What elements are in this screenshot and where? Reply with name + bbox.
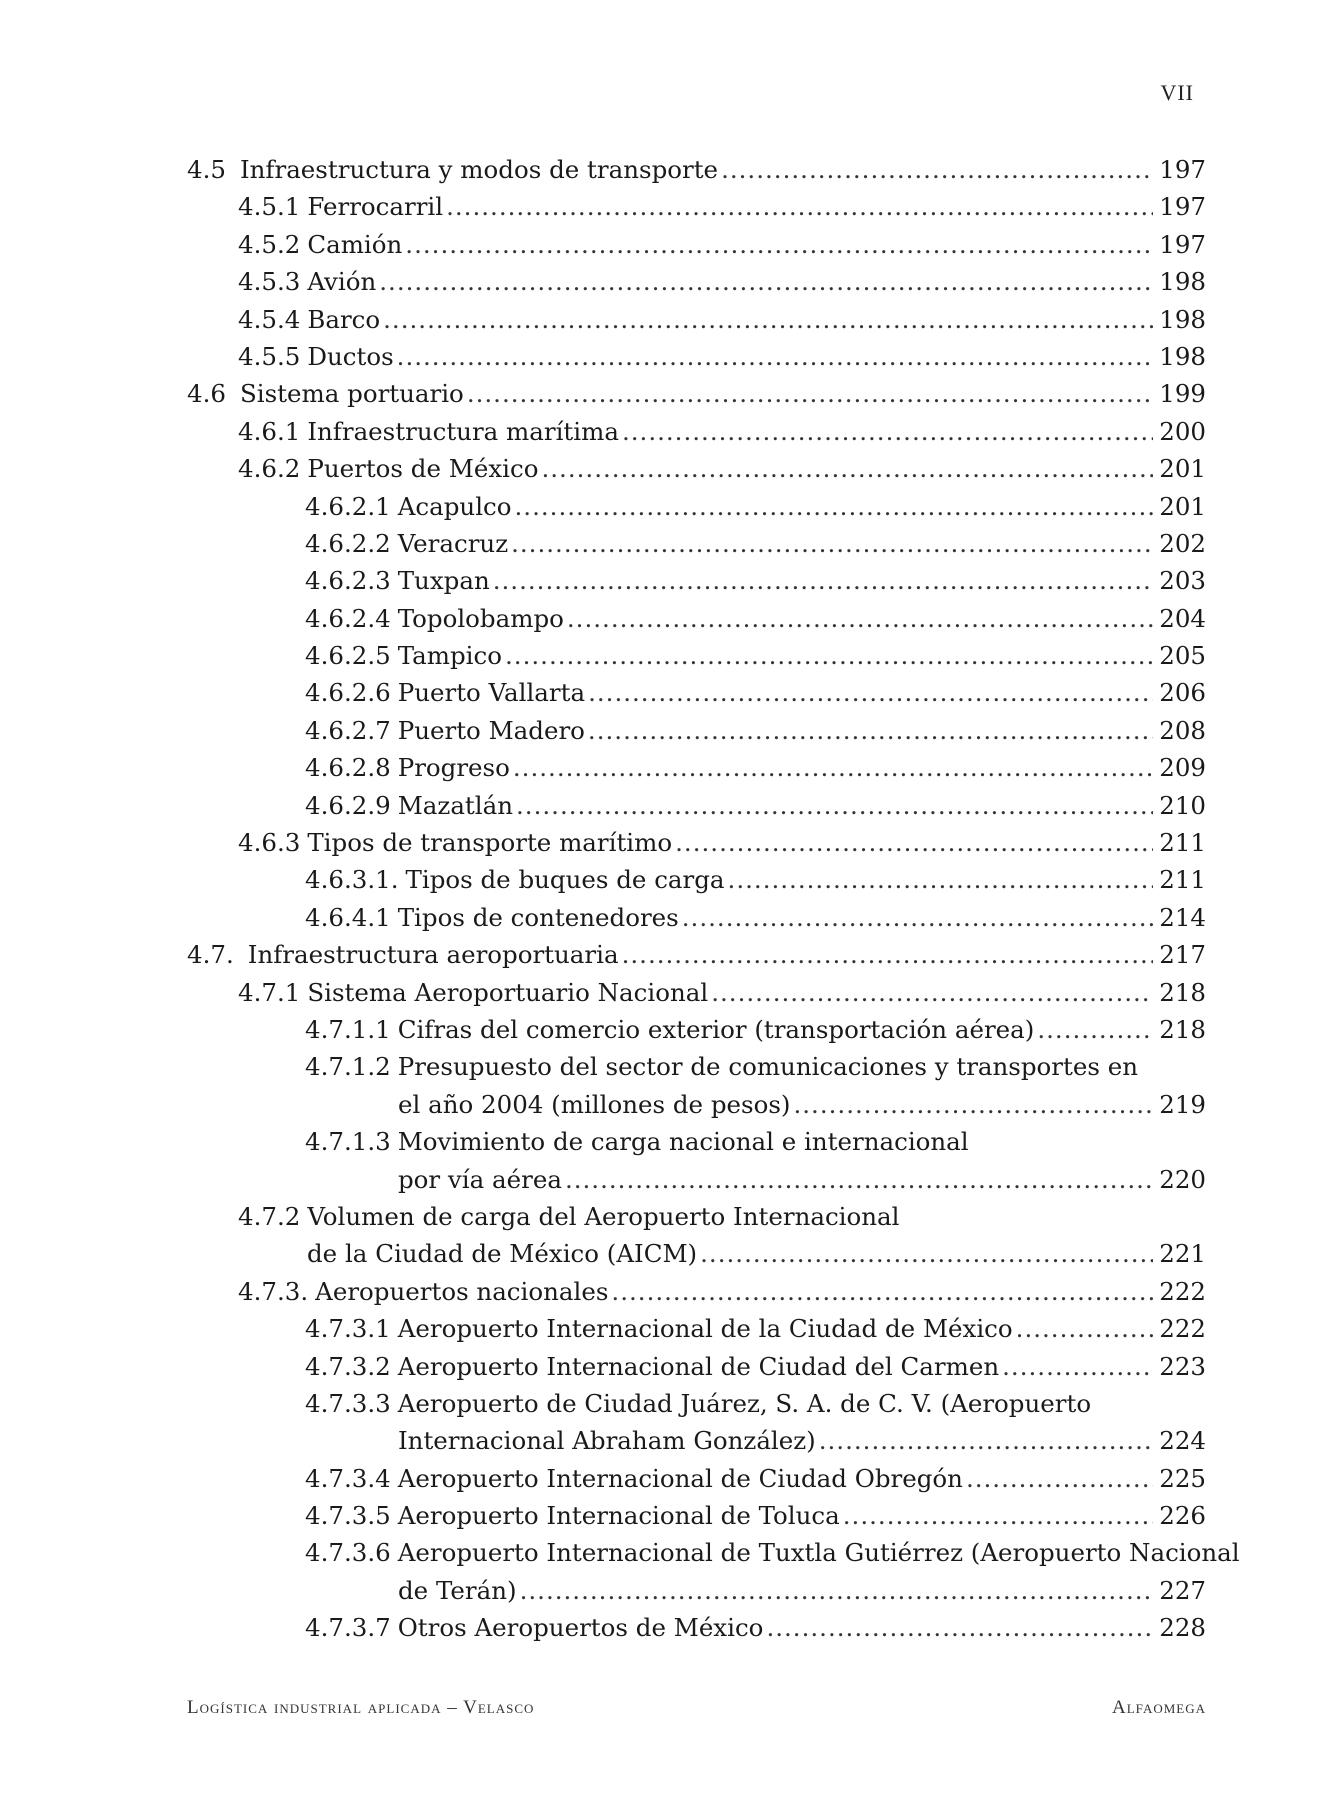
- toc-entry-number: 4.6.3: [238, 828, 301, 858]
- toc-entry-number: 4.5: [187, 155, 226, 184]
- toc-entry-page: 198: [1159, 341, 1206, 371]
- toc-entry-title: Veracruz: [397, 528, 509, 558]
- toc-entry-title: Mazatlán: [397, 790, 513, 820]
- toc-entry-number: 4.6.2.6: [305, 678, 391, 708]
- toc-entry-title-continued: de la Ciudad de México (AICM): [307, 1239, 698, 1269]
- toc-entry-page: 222: [1159, 1314, 1206, 1344]
- toc-entry-page: 224: [1159, 1426, 1206, 1456]
- dot-leader: [588, 712, 1153, 749]
- toc-entry: [187, 151, 1206, 188]
- toc-entry-title: Aeropuertos nacionales: [315, 1276, 609, 1306]
- toc-entry-page: 225: [1159, 1463, 1206, 1493]
- toc-entry-number: 4.5.2: [238, 229, 301, 259]
- toc-entry-title: Otros Aeropuertos de México: [397, 1613, 764, 1643]
- toc-entry-number: 4.6.2.9: [305, 790, 391, 820]
- toc-entry-title: Tipos de contenedores: [397, 902, 679, 932]
- toc-entry-page: 217: [1159, 940, 1206, 970]
- toc-entry: [187, 1460, 1206, 1497]
- dot-leader: [766, 1609, 1153, 1646]
- toc-entry-page: 220: [1159, 1164, 1206, 1194]
- toc-entry: [187, 1198, 1206, 1235]
- toc-entry: [187, 375, 1206, 412]
- toc-entry-title: Infraestructura marítima: [307, 416, 619, 446]
- toc-entry-number: 4.7.3.4: [305, 1463, 391, 1493]
- toc-entry-continuation: [187, 1422, 1206, 1459]
- toc-entry-number: 4.7.3.: [238, 1276, 309, 1306]
- toc-entry-number: 4.6.3.1.: [305, 865, 399, 895]
- toc-entry-number: 4.5.5: [238, 341, 301, 371]
- toc-entry: [187, 1011, 1206, 1048]
- dot-leader: [405, 226, 1153, 263]
- dot-leader: [446, 188, 1153, 225]
- toc-entry-title: Cifras del comercio exterior (transportación aérea): [397, 1014, 1035, 1044]
- dot-leader: [505, 637, 1153, 674]
- toc-entry-title: Progreso: [397, 753, 510, 783]
- toc-entry-number: 4.7.3.6: [305, 1538, 391, 1568]
- toc-entry-title: Acapulco: [397, 491, 512, 521]
- toc-entry-number: 4.6.2.3: [305, 566, 391, 596]
- toc-entry-number: 4.7.3.5: [305, 1501, 391, 1531]
- toc-entry: [187, 1273, 1206, 1310]
- toc-entry-title-continued: por vía aérea: [398, 1164, 562, 1194]
- toc-entry: [187, 936, 1206, 973]
- toc-entry-title: Aeropuerto Internacional de la Ciudad de México: [397, 1314, 1013, 1344]
- toc-entry-page: 199: [1159, 379, 1206, 409]
- toc-entry-page: 197: [1159, 192, 1206, 222]
- toc-entry-page: 202: [1159, 528, 1206, 558]
- toc-entry-page: 201: [1159, 454, 1206, 484]
- toc-entry-number: 4.7.1: [238, 977, 301, 1007]
- toc-entry-page: 204: [1159, 603, 1206, 633]
- toc-entry-number: 4.7.3.1: [305, 1314, 391, 1344]
- toc-entry-number: 4.6.2.5: [305, 641, 391, 671]
- toc-entry-number: 4.6.2: [238, 454, 301, 484]
- toc-entry-page: 218: [1159, 977, 1206, 1007]
- toc-entry: [187, 1534, 1240, 1571]
- toc-entry: [187, 861, 1206, 898]
- toc-entry: [187, 674, 1206, 711]
- toc-entry-title: Aeropuerto Internacional de Toluca: [397, 1501, 840, 1531]
- toc-entry: [187, 263, 1206, 300]
- toc-entry-continuation: [187, 1161, 1206, 1198]
- toc-entry-page: 221: [1159, 1239, 1206, 1269]
- dot-leader: [1002, 1348, 1153, 1385]
- footer-publisher: Alfaomega: [1112, 1697, 1206, 1718]
- toc-entry-title: Tipos de buques de carga: [405, 865, 725, 895]
- toc-entry-page: 200: [1159, 416, 1206, 446]
- dot-leader: [513, 749, 1153, 786]
- toc-entry-page: 211: [1159, 828, 1206, 858]
- dot-leader: [1037, 1011, 1153, 1048]
- toc-entry: [187, 899, 1206, 936]
- toc-entry-number: 4.7.1.2: [305, 1052, 391, 1082]
- toc-entry-number: 4.5.4: [238, 304, 301, 334]
- toc-entry: [187, 338, 1206, 375]
- dot-leader: [467, 375, 1153, 412]
- toc-entry-page: 209: [1159, 753, 1206, 783]
- toc-entry-number: 4.5.1: [238, 192, 301, 222]
- dot-leader: [622, 413, 1153, 450]
- toc-entry-continuation: [187, 1572, 1206, 1609]
- toc-entry: [187, 562, 1206, 599]
- toc-entry-title: Camión: [307, 229, 403, 259]
- toc-entry-page: 197: [1159, 229, 1206, 259]
- toc-entry-page: 218: [1159, 1014, 1206, 1044]
- toc-entry-number: 4.7.3.7: [305, 1613, 391, 1643]
- dot-leader: [728, 861, 1154, 898]
- toc-entry: [187, 488, 1206, 525]
- toc-entry-continuation: [187, 1086, 1206, 1123]
- toc-entry-number: 4.7.3.2: [305, 1351, 391, 1381]
- dot-leader: [379, 263, 1153, 300]
- dot-leader: [397, 338, 1154, 375]
- toc-entry: [187, 1385, 1206, 1422]
- toc-entry-number: 4.7.1.3: [305, 1127, 391, 1157]
- toc-entry-title-continued: de Terán): [398, 1575, 517, 1605]
- dot-leader: [565, 1161, 1153, 1198]
- dot-leader: [611, 1273, 1153, 1310]
- toc-entry-page: 214: [1159, 902, 1206, 932]
- page-footer: [187, 1697, 1206, 1719]
- toc-entry: [187, 1348, 1206, 1385]
- toc-entry: [187, 974, 1206, 1011]
- toc-entry-title: Movimiento de carga nacional e internacional: [397, 1127, 969, 1157]
- dot-leader: [588, 674, 1153, 711]
- toc-entry: [187, 1609, 1206, 1646]
- toc-entry: [187, 1048, 1206, 1085]
- toc-entry-page: 206: [1159, 678, 1206, 708]
- toc-entry-title: Ductos: [307, 341, 394, 371]
- toc-entry: [187, 749, 1206, 786]
- toc-entry: [187, 1310, 1206, 1347]
- toc-entry-title: Puertos de México: [307, 454, 539, 484]
- toc-entry: [187, 600, 1206, 637]
- toc-entry-title: Ferrocarril: [307, 192, 444, 222]
- toc-entry-page: 198: [1159, 267, 1206, 297]
- dot-leader: [721, 151, 1153, 188]
- toc-entry-number: 4.7.2: [238, 1201, 301, 1231]
- toc-entry-page: 205: [1159, 641, 1206, 671]
- dot-leader: [622, 936, 1154, 973]
- toc-entry-title: Tampico: [397, 641, 502, 671]
- toc-entry: [187, 1497, 1206, 1534]
- dot-leader: [520, 1572, 1154, 1609]
- toc-entry-title: Avión: [307, 267, 377, 297]
- toc-entry-title: Barco: [307, 304, 381, 334]
- toc-entry-number: 4.6.2.7: [305, 715, 391, 745]
- toc-entry-title: Puerto Madero: [397, 715, 585, 745]
- dot-leader: [675, 824, 1153, 861]
- toc-entry-number: 4.5.3: [238, 267, 301, 297]
- toc-entry-page: 228: [1159, 1613, 1206, 1643]
- toc-entry-title: Aeropuerto de Ciudad Juárez, S. A. de C. V. (Aeropuerto: [397, 1388, 1092, 1418]
- toc-entry-number: 4.6.4.1: [305, 902, 391, 932]
- toc-entry-number: 4.7.3.3: [305, 1388, 391, 1418]
- toc-entry-title: Sistema portuario: [239, 379, 464, 409]
- dot-leader: [511, 525, 1153, 562]
- dot-leader: [1016, 1310, 1154, 1347]
- toc-entry: [187, 188, 1206, 225]
- table-of-contents: [187, 151, 1240, 1647]
- dot-leader: [541, 450, 1153, 487]
- dot-leader: [493, 562, 1154, 599]
- toc-entry: [187, 525, 1206, 562]
- toc-entry-number: 4.7.1.1: [305, 1014, 391, 1044]
- toc-entry-title: Puerto Vallarta: [397, 678, 586, 708]
- page-number: VII: [1160, 80, 1194, 105]
- toc-entry-title: Topolobampo: [397, 603, 564, 633]
- dot-leader: [515, 488, 1154, 525]
- toc-entry: [187, 824, 1206, 861]
- toc-entry-number: 4.6: [187, 379, 226, 409]
- toc-entry-page: 222: [1159, 1276, 1206, 1306]
- toc-entry-page: 198: [1159, 304, 1206, 334]
- toc-entry-continuation: [187, 1235, 1206, 1272]
- toc-entry-title: Tuxpan: [397, 566, 490, 596]
- toc-entry-page: 210: [1159, 790, 1206, 820]
- toc-entry-title: Presupuesto del sector de comunicaciones y transportes en: [397, 1052, 1138, 1082]
- toc-entry-page: 201: [1159, 491, 1206, 521]
- toc-entry: [187, 413, 1206, 450]
- toc-entry-page: 219: [1159, 1089, 1206, 1119]
- toc-entry-title: Infraestructura aeroportuaria: [247, 940, 619, 970]
- toc-entry-number: 4.7.: [187, 940, 234, 970]
- toc-entry-number: 4.6.2.1: [305, 491, 391, 521]
- toc-entry-title: Aeropuerto Internacional de Ciudad Obregón: [397, 1463, 963, 1493]
- toc-entry-page: 197: [1159, 155, 1206, 184]
- toc-entry: [187, 226, 1206, 263]
- toc-entry-title-continued: el año 2004 (millones de pesos): [398, 1089, 791, 1119]
- toc-entry: [187, 1123, 1206, 1160]
- toc-entry: [187, 450, 1206, 487]
- dot-leader: [843, 1497, 1153, 1534]
- toc-entry-page: 226: [1159, 1501, 1206, 1531]
- toc-entry-page: 203: [1159, 566, 1206, 596]
- dot-leader: [966, 1460, 1153, 1497]
- toc-entry-page: 211: [1159, 865, 1206, 895]
- dot-leader: [711, 974, 1153, 1011]
- toc-entry-title: Volumen de carga del Aeropuerto Internacional: [307, 1201, 900, 1231]
- toc-entry-page: 208: [1159, 715, 1206, 745]
- toc-entry-number: 4.6.2.2: [305, 528, 391, 558]
- toc-entry-title-continued: Internacional Abraham González): [398, 1426, 816, 1456]
- toc-entry-number: 4.6.2.8: [305, 753, 391, 783]
- toc-entry-title: Tipos de transporte marítimo: [307, 828, 673, 858]
- footer-book-title: Logística industrial aplicada – Velasco: [187, 1697, 535, 1718]
- toc-entry-number: 4.6.2.4: [305, 603, 391, 633]
- toc-entry: [187, 301, 1206, 338]
- toc-entry: [187, 787, 1206, 824]
- dot-leader: [793, 1086, 1153, 1123]
- dot-leader: [700, 1235, 1153, 1272]
- dot-leader: [682, 899, 1153, 936]
- toc-entry-title: Aeropuerto Internacional de Tuxtla Gutiérrez (Aeropuerto Nacional: [397, 1538, 1240, 1568]
- toc-entry-title: Infraestructura y modos de transporte: [239, 155, 719, 184]
- toc-entry: [187, 637, 1206, 674]
- dot-leader: [819, 1422, 1154, 1459]
- toc-entry-title: Sistema Aeroportuario Nacional: [307, 977, 709, 1007]
- toc-entry-page: 223: [1159, 1351, 1206, 1381]
- dot-leader: [516, 787, 1153, 824]
- dot-leader: [383, 301, 1153, 338]
- toc-entry: [187, 712, 1206, 749]
- toc-entry-title: Aeropuerto Internacional de Ciudad del Carmen: [397, 1351, 1000, 1381]
- dot-leader: [567, 600, 1153, 637]
- toc-entry-page: 227: [1159, 1575, 1206, 1605]
- toc-entry-number: 4.6.1: [238, 416, 301, 446]
